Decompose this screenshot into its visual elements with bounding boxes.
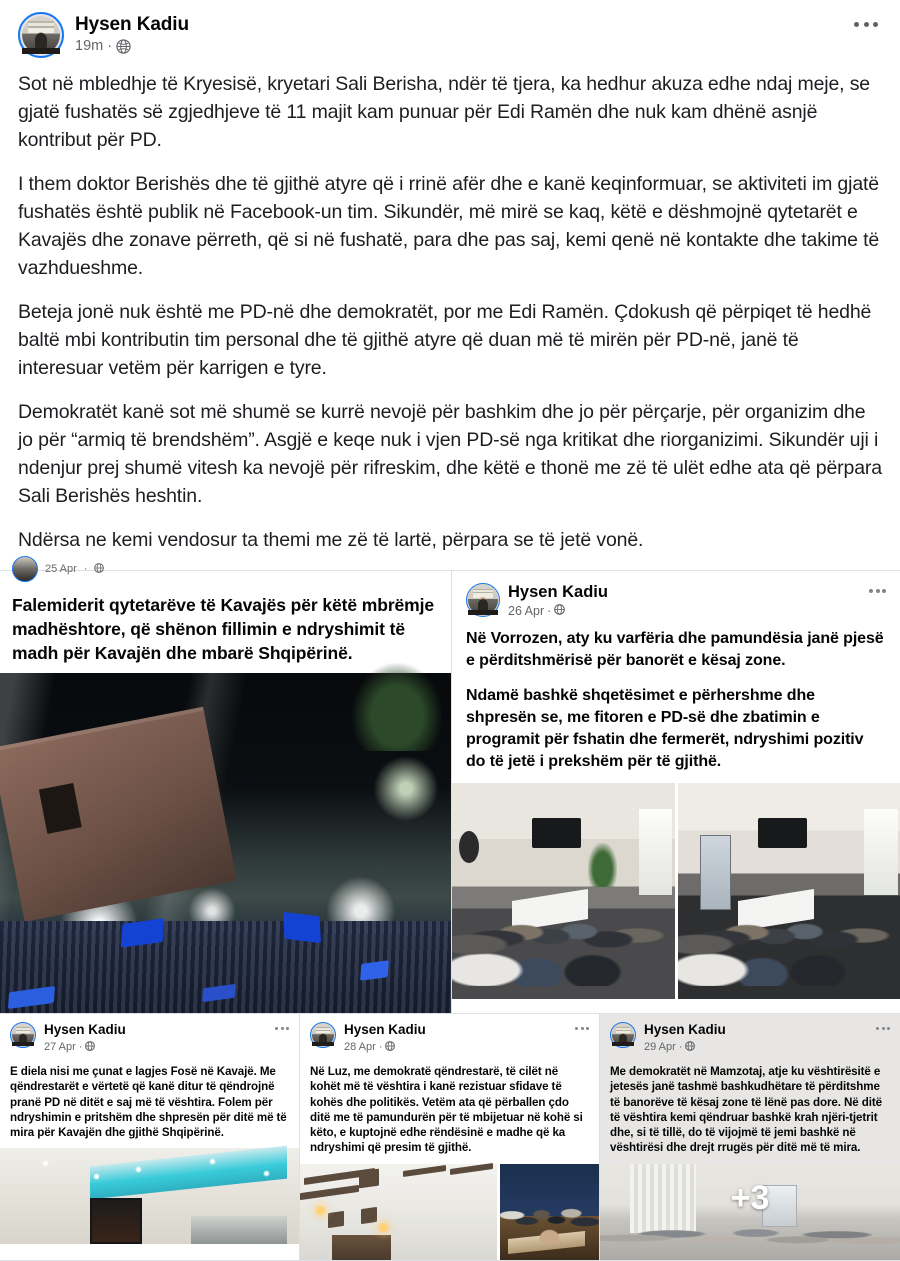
shared-post-c-author[interactable]: Hysen Kadiu [44, 1022, 126, 1038]
meta-separator: · [379, 1040, 383, 1054]
more-photos-overlay[interactable] [600, 1164, 900, 1260]
avatar-image [12, 1024, 34, 1046]
shared-post-a-paragraph: Falemiderit qytetarëve të Kavajës për këtë mbrëmje madhështore, që shënon fillimin e ndryshimit të madh për Kavajën dhe mbarë Shqipërinë. [12, 593, 439, 665]
speaker [359, 1168, 379, 1188]
ellipsis-dot [864, 22, 869, 27]
interior-ceiling-photo[interactable] [0, 1148, 299, 1244]
shared-post-card-c[interactable] [0, 1014, 300, 1261]
shared-post-c-meta [44, 1038, 126, 1056]
wood-beam [403, 1165, 446, 1177]
shared-post-e-timestamp: 29 Apr [644, 1040, 676, 1054]
shared-post-b-timestamp: 26 Apr [508, 604, 544, 618]
avatar-body [35, 33, 47, 47]
avatar-image [312, 1024, 334, 1046]
wall-tv [90, 1198, 142, 1244]
globe-icon [385, 1038, 395, 1056]
ceiling-spotlight [42, 1160, 49, 1167]
ellipsis-dot [586, 1027, 589, 1030]
avatar-desk [468, 610, 498, 615]
shared-post-card-b[interactable] [452, 571, 900, 1014]
ellipsis-dot [876, 1027, 879, 1030]
ellipsis-dot [869, 589, 873, 593]
wall-tv [532, 818, 581, 848]
shared-post-b-author[interactable]: Hysen Kadiu [508, 583, 608, 602]
ellipsis-icon[interactable] [876, 1027, 890, 1030]
shared-post-d-media [300, 1164, 599, 1260]
shared-post-a-timestamp: 25 Apr [45, 563, 77, 575]
globe-icon [554, 602, 565, 620]
shared-post-d-paragraph: Në Luz, me demokratë qëndrestarë, të cilët në kohët më të vështira i kanë rezistuar sfidave të kohës dhe politikës. Vetëm ata që përballen çdo ditë me të pamundurën për të mbijetuar në kohë si këto, e kuptojnë edhe rëndësinë e madhe që ka ndryshimi që presim të gjithë. [310, 1064, 589, 1156]
restaurant-ceiling-photo[interactable] [300, 1164, 497, 1260]
bar-counter [191, 1216, 287, 1245]
hall-gathering-photo[interactable] [600, 1164, 900, 1260]
post-timestamp[interactable]: 19m [75, 37, 103, 55]
shared-post-card-a[interactable] [0, 571, 452, 1014]
range-hood [332, 1235, 391, 1260]
avatar[interactable] [610, 1022, 636, 1048]
ellipsis-dot [275, 1027, 278, 1030]
ellipsis-icon[interactable] [854, 22, 878, 27]
globe-icon [94, 560, 104, 578]
speaker [328, 1211, 344, 1229]
ellipsis-dot [581, 1027, 584, 1030]
avatar-desk [22, 48, 60, 54]
shared-post-card-d[interactable] [300, 1014, 600, 1261]
post-body [0, 62, 900, 570]
ellipsis-dot [873, 22, 878, 27]
avatar-image [22, 16, 60, 54]
shared-post-b-media [452, 783, 900, 999]
ellipsis-dot [887, 1027, 890, 1030]
shared-post-b-meta [508, 602, 608, 620]
shared-post-e-meta [644, 1038, 726, 1056]
shared-post-c-header [0, 1014, 299, 1058]
seated-attendees [452, 887, 675, 986]
rally-building [0, 706, 237, 921]
ceiling-spotlight [263, 1170, 270, 1177]
shared-post-card-e[interactable] [600, 1014, 900, 1261]
post-header [0, 0, 900, 62]
led-cove-lighting [90, 1146, 287, 1199]
avatar[interactable] [12, 556, 38, 582]
window [639, 809, 672, 895]
avatar-body [478, 599, 488, 611]
pendant-lamp [379, 1223, 388, 1232]
wood-beam [450, 1163, 493, 1175]
avatar-desk [612, 1042, 634, 1046]
avatar-backdrop-board [473, 589, 493, 598]
more-photos-count: +3 [731, 1181, 770, 1215]
shared-post-d-timestamp: 28 Apr [344, 1040, 376, 1054]
avatar[interactable] [10, 1022, 36, 1048]
potted-plant [588, 843, 617, 886]
main-post-card [0, 0, 900, 570]
ellipsis-dot [281, 1027, 284, 1030]
shared-post-e-header [600, 1014, 900, 1058]
meta-separator: · [107, 37, 112, 55]
ellipsis-icon[interactable] [869, 589, 886, 593]
ellipsis-icon[interactable] [575, 1027, 589, 1030]
pendant-lamp [316, 1206, 325, 1215]
shared-post-e-paragraph: Me demokratët në Mamzotaj, atje ku vështirësitë e jetesës janë tashmë bashkudhëtare të përditshme të banorëve të kësaj zone të lënë pas dore. Në ditë të vështira kemi qëndruar bashkë krah njëri-tjetrit dhe, si të tillë, do të vijojmë të jemi bashkë në vështirësi dhe drejt rrugës për ditë më të mira. [610, 1064, 890, 1156]
shared-post-d-header-text [344, 1022, 426, 1056]
restaurant-dining-photo[interactable] [500, 1164, 599, 1260]
shared-post-e-author[interactable]: Hysen Kadiu [644, 1022, 726, 1038]
post-header-text [75, 12, 189, 55]
ellipsis-dot [854, 22, 859, 27]
meta-separator: · [679, 1040, 683, 1054]
palm-tree [352, 663, 442, 751]
avatar-desk [12, 1042, 34, 1046]
shared-post-c-timestamp: 27 Apr [44, 1040, 76, 1054]
meeting-room-photo-1[interactable] [452, 783, 675, 999]
wood-beam [300, 1185, 359, 1200]
wall-clock [459, 831, 479, 863]
shared-post-e-header-text [644, 1022, 726, 1056]
post-paragraph: Ndërsa ne kemi vendosur ta themi me zë të lartë, përpara se të jetë vonë. [18, 526, 884, 554]
avatar-desk [312, 1042, 334, 1046]
shared-post-a-text [0, 591, 451, 673]
ellipsis-dot [876, 589, 880, 593]
post-paragraph: Sot në mbledhje të Kryesisë, kryetari Sali Berisha, ndër të tjera, ka hedhur akuza edhe ndaj meje, se gjatë fushatës së zgjedhjeve të 11 majit kam punuar për Edi Ramën dhe nuk kam dhënë asnjë kontribut për PD. [18, 70, 884, 154]
meta-separator: · [84, 563, 88, 575]
shared-post-d-text [300, 1058, 599, 1164]
meta-separator: · [79, 1040, 83, 1054]
post-meta-row [75, 37, 189, 55]
shared-post-a-header [0, 571, 451, 591]
shared-post-b-header [452, 571, 900, 622]
ellipsis-dot [882, 589, 886, 593]
meeting-room-photo-2[interactable] [678, 783, 900, 999]
avatar[interactable] [466, 583, 500, 617]
post-paragraph: I them doktor Berishës dhe të gjithë atyre që i rrinë afër dhe e kanë keqinformuar, se aktiviteti im gjatë fushatës është publik në Facebook-un tim. Sikundër, më mirë se kaq, këtë e dëshmojnë qytetarët e Kavajës dhe zonave përreth, që si në fushatë, para dhe pas saj, kemi qenë në kontakte dhe takime të vazhdueshme. [18, 170, 884, 282]
avatar-backdrop-board [28, 21, 54, 32]
shared-post-d-header [300, 1014, 599, 1058]
shared-post-c-paragraph: E diela nisi me çunat e lagjes Fosë në Kavajë. Me qëndrestarët e vërtetë që kanë ditur të qëndrojnë pranë PD në ditët e saj më të vështira. Folem për ndryshimin e pritshëm dhe shpresën për ditë më të mira për Kavajën dhe gjithë Shqipërinë. [10, 1064, 289, 1140]
speaker [361, 1207, 377, 1225]
avatar[interactable] [310, 1022, 336, 1048]
shared-post-b-text [452, 622, 900, 783]
avatar-image [612, 1024, 634, 1046]
post-author-name[interactable]: Hysen Kadiu [75, 13, 189, 36]
shared-post-e-text [600, 1058, 900, 1164]
shared-post-b-paragraph: Në Vorrozen, aty ku varfëria dhe pamundësia janë pjesë e përditshmërisë për banorët e kësaj zone. [466, 628, 886, 672]
meta-separator: · [547, 604, 551, 618]
globe-icon[interactable] [116, 39, 131, 54]
seated-attendees [678, 887, 900, 986]
ellipsis-icon[interactable] [275, 1027, 289, 1030]
shared-post-c-text [0, 1058, 299, 1148]
ellipsis-dot [575, 1027, 578, 1030]
shared-row-bottom [0, 1014, 900, 1261]
shared-post-b-paragraph: Ndamë bashkë shqetësimet e përhershme dhe shpresën se, me fitoren e PD-së dhe zbatimin e programit për fshatin dhe fermerët, ndryshimi pozitiv do të jetë i prekshëm për të gjithë. [466, 685, 886, 773]
post-paragraph: Demokratët kanë sot më shumë se kurrë nevojë për bashkim dhe jo për përçarje, për organizim dhe jo për “armiq të brendshëm”. Asgjë e keqe nuk i vjen PD-së nga kritikat dhe riorganizimi. Sikundër uji i ndenjur prej shumë vitesh ka nevojë për rifreskim, dhe këtë e thonë me zë të ulët edhe ata që përpara Sali Berishës heshtin. [18, 398, 884, 510]
shared-post-c-header-text [44, 1022, 126, 1056]
shared-post-d-meta [344, 1038, 426, 1056]
globe-icon [685, 1038, 695, 1056]
avatar[interactable] [18, 12, 64, 58]
shared-posts-grid [0, 570, 900, 1261]
ceiling-spotlight [135, 1166, 142, 1173]
globe-icon [85, 1038, 95, 1056]
shared-post-b-header-text [508, 583, 608, 620]
diners [500, 1196, 599, 1244]
ellipsis-dot [882, 1027, 885, 1030]
night-rally-video[interactable] [0, 673, 451, 1013]
shared-post-d-author[interactable]: Hysen Kadiu [344, 1022, 426, 1038]
window [864, 809, 897, 895]
post-paragraph: Beteja jonë nuk është me PD-në dhe demokratët, por me Edi Ramën. Çdokush që përpiqet të hedhë baltë mbi kontributin tim personal dhe të gjithë atyre që duan më të mirën për PD-në, janë të interesuar vetëm për karrigen e tyre. [18, 298, 884, 382]
avatar-image [468, 585, 498, 615]
ellipsis-dot [286, 1027, 289, 1030]
party-flag [283, 912, 321, 943]
shared-row-top [0, 571, 900, 1014]
wall-tv [758, 818, 807, 848]
